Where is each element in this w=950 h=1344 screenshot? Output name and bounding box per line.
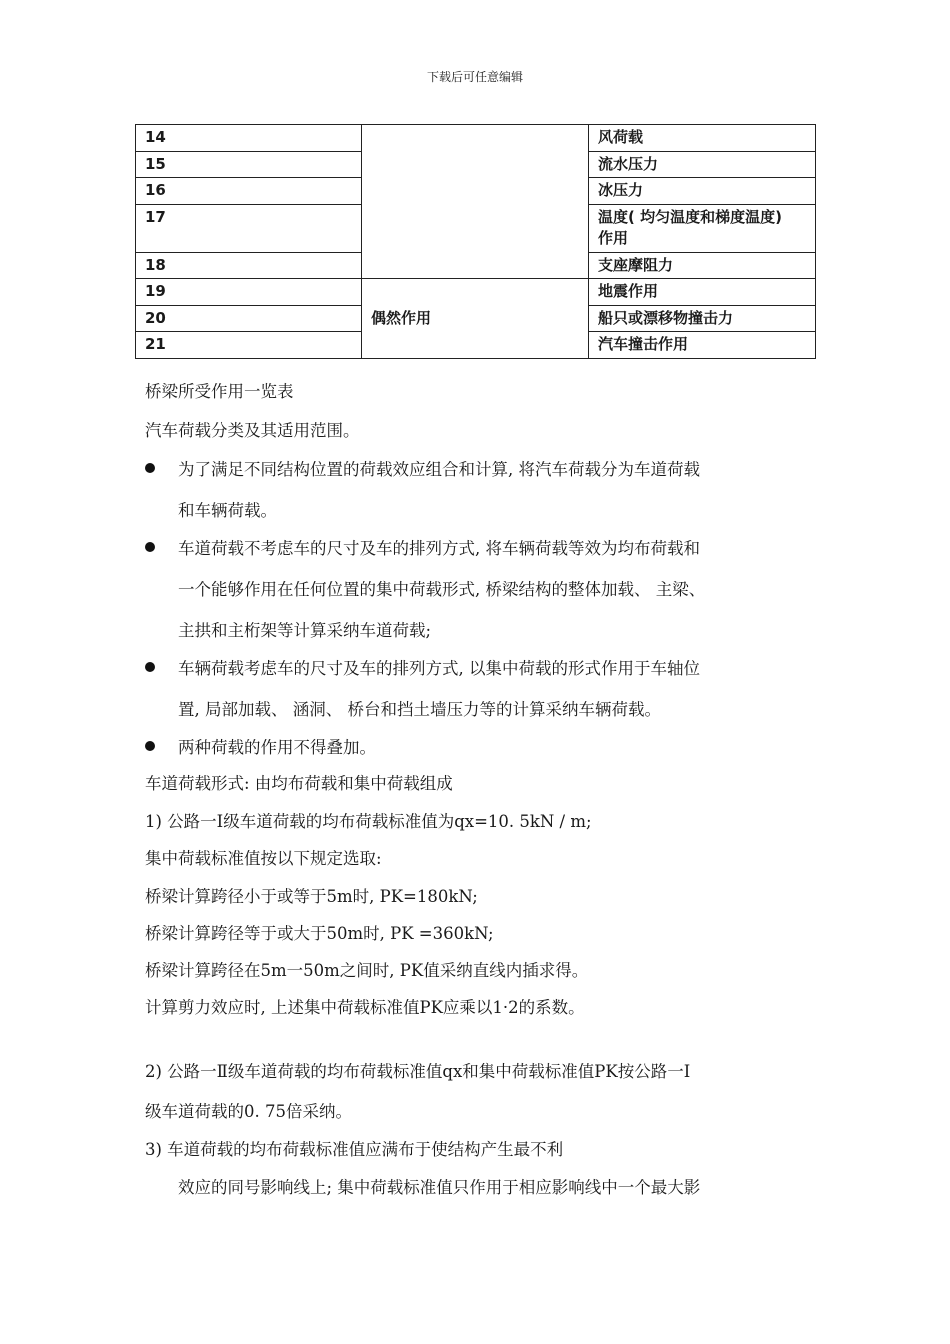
row-number: 21 — [136, 332, 362, 359]
bullet-text: 两种荷载的作用不得叠加。 — [178, 738, 376, 757]
load-name: 汽车撞击作用 — [589, 332, 816, 359]
load-name — [589, 204, 816, 252]
paragraph: 3) 车道荷载的均布荷载标准值应满布于使结构产生最不利 — [145, 1140, 564, 1159]
load-name: 支座摩阻力 — [589, 252, 816, 279]
bullet-text: 车道荷载不考虑车的尺寸及车的排列方式, 将车辆荷载等效为均布荷载和 — [178, 539, 700, 558]
bullet-text: 车辆荷载考虑车的尺寸及车的排列方式, 以集中荷载的形式作用于车轴位 — [178, 659, 700, 678]
paragraph: 集中荷载标准值按以下规定选取: — [145, 849, 382, 868]
row-number: 19 — [136, 279, 362, 306]
table-row — [136, 279, 816, 306]
table-row — [136, 125, 816, 152]
bullet-text: 置, 局部加载、 涵洞、 桥台和挡土墙压力等的计算采纳车辆荷载。 — [178, 700, 661, 719]
category-cell-empty — [362, 125, 589, 279]
row-number: 20 — [136, 305, 362, 332]
bullet-icon — [145, 463, 155, 473]
bullet-text: 主拱和主桁架等计算采纳车道荷载; — [178, 621, 432, 640]
row-number: 15 — [136, 151, 362, 178]
bullet-text: 和车辆荷载。 — [178, 501, 277, 520]
load-name: 地震作用 — [589, 279, 816, 306]
table-caption: 桥梁所受作用一览表 — [145, 382, 294, 401]
row-number: 18 — [136, 252, 362, 279]
load-name: 船只或漂移物撞击力 — [589, 305, 816, 332]
paragraph: 桥梁计算跨径在5m一50m之间时, PK值采纳直线内插求得。 — [145, 961, 589, 980]
paragraph: 1) 公路一Ⅰ级车道荷载的均布荷载标准值为qx=10. 5kN / m; — [145, 812, 592, 831]
paragraph: 桥梁计算跨径等于或大于50m时, PK =360kN; — [145, 924, 494, 943]
category-cell: 偶然作用 — [362, 279, 589, 359]
load-name: 冰压力 — [589, 178, 816, 205]
load-name: 风荷载 — [589, 125, 816, 152]
bullet-icon — [145, 741, 155, 751]
row-number: 17 — [136, 204, 362, 252]
bullet-icon — [145, 542, 155, 552]
page-header: 下载后可任意编辑 — [426, 70, 523, 84]
paragraph: 计算剪力效应时, 上述集中荷载标准值PK应乘以1·2的系数。 — [145, 998, 585, 1017]
intro-line: 汽车荷载分类及其适用范围。 — [145, 421, 360, 440]
bullet-text: 为了满足不同结构位置的荷载效应组合和计算, 将汽车荷载分为车道荷载 — [178, 460, 700, 479]
load-table — [135, 124, 816, 359]
paragraph: 级车道荷载的0. 75倍采纳。 — [145, 1102, 352, 1121]
bullet-text: 一个能够作用在任何位置的集中荷载形式, 桥梁结构的整体加载、 主梁、 — [178, 580, 706, 599]
load-name-line1: 温度( 均匀温度和梯度温度) — [598, 207, 782, 226]
load-name: 流水压力 — [589, 151, 816, 178]
paragraph: 效应的同号影响线上; 集中荷载标准值只作用于相应影响线中一个最大影 — [178, 1178, 701, 1197]
row-number: 16 — [136, 178, 362, 205]
paragraph: 2) 公路一Ⅱ级车道荷载的均布荷载标准值qx和集中荷载标准值PK按公路一Ⅰ — [145, 1062, 691, 1081]
row-number: 14 — [136, 125, 362, 152]
load-name-line2: 作用 — [598, 229, 629, 247]
bullet-icon — [145, 662, 155, 672]
paragraph: 车道荷载形式: 由均布荷载和集中荷载组成 — [145, 774, 453, 793]
paragraph: 桥梁计算跨径小于或等于5m时, PK=180kN; — [145, 887, 478, 906]
